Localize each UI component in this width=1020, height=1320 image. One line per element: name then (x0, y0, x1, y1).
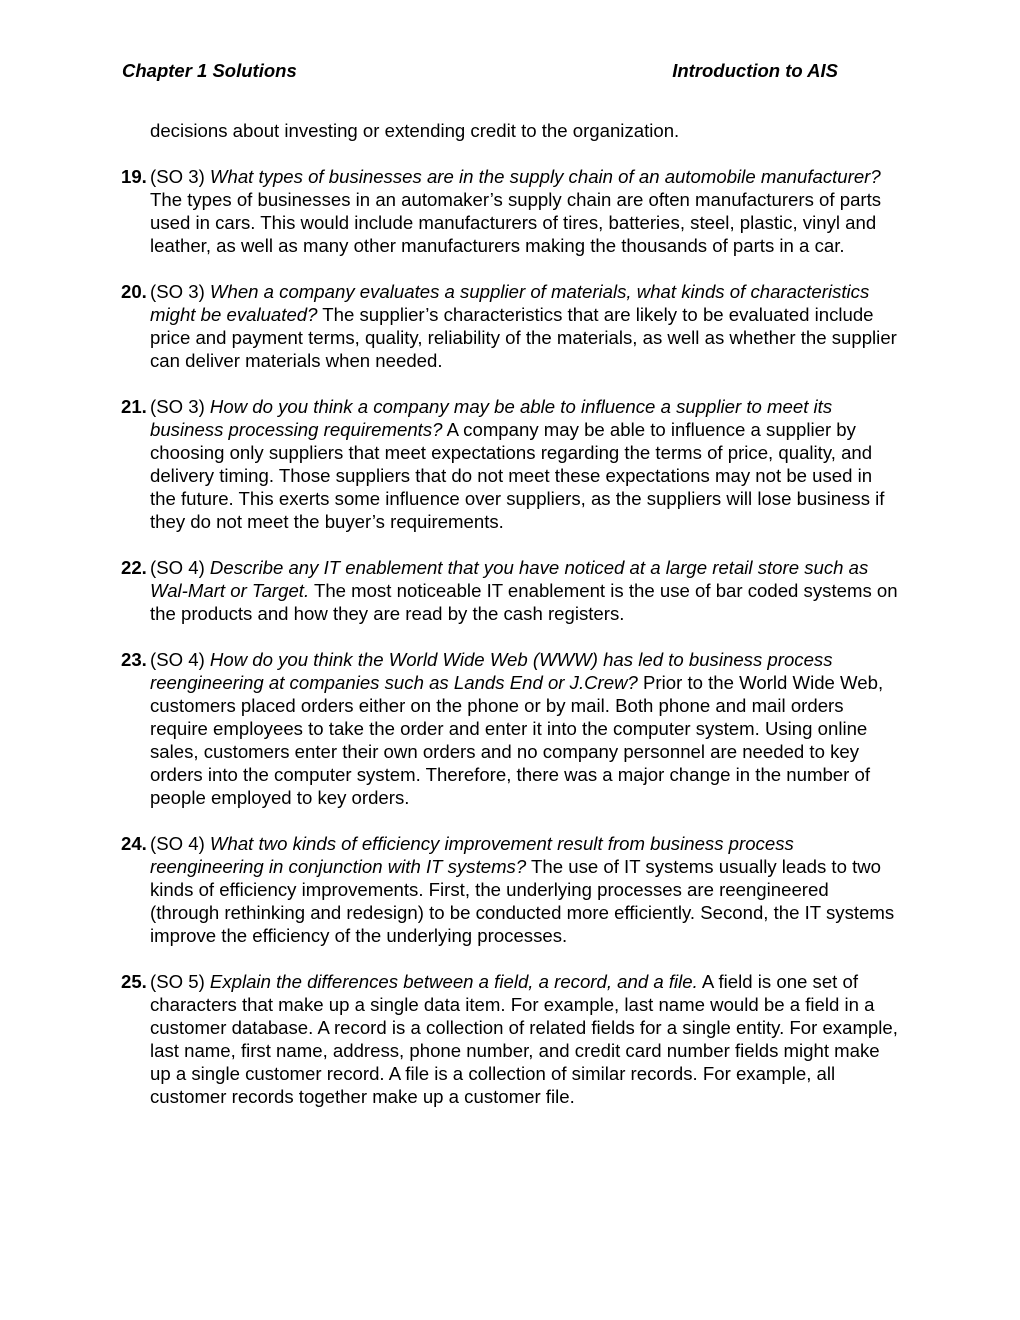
study-objective: (SO 4) (150, 557, 210, 578)
question-text: When a company evaluates a supplier of materials, what kinds of characteristics might be evaluated? (150, 281, 870, 325)
answer-text: A company may be able to influence a supplier by choosing only suppliers that meet expectations regarding the terms of price, quality, and delivery timing. Those suppliers that do not meet these expectations may not be used in the future. This exerts some influence over suppliers, as the suppliers will lose business if they do not meet the buyer’s requirements. (150, 419, 885, 532)
page-header (122, 60, 838, 84)
question-number: 25. (121, 971, 147, 992)
answer-text: The use of IT systems usually leads to two kinds of efficiency improvements. First, the underlying processes are reengineered (through rethinking and redesign) to be conducted more efficiently. Second, the IT systems improve the efficiency of the underlying processes. (150, 856, 895, 946)
answer-text: A field is one set of characters that make up a single data item. For example, last name would be a field in a customer database. A record is a collection of related fields for a single entity. For example, last name, first name, address, phone number, and credit card number fields might make up a single customer record. A file is a collection of similar records. For example, all customer records together make up a customer file. (150, 971, 898, 1107)
question-24 (121, 832, 898, 947)
question-19 (121, 165, 898, 257)
question-text: What two kinds of efficiency improvement result from business process reengineering in conjunction with IT systems? (150, 833, 794, 877)
study-objective: (SO 5) (150, 971, 210, 992)
question-text: How do you think the World Wide Web (WWW) has led to business process reengineering at companies such as Lands End or J.Crew? (150, 649, 833, 693)
question-23 (121, 648, 898, 809)
question-20 (121, 280, 898, 372)
question-number: 20. (121, 281, 147, 302)
study-objective: (SO 3) (150, 396, 210, 417)
question-21 (121, 395, 898, 533)
solutions-body (121, 119, 898, 1131)
answer-text: Prior to the World Wide Web, customers placed orders either on the phone or by mail. Both phone and mail orders require employees to take the order and enter it into the computer system. Using online sales, customers enter their own orders and no company personnel are needed to key orders into the computer system. Therefore, there was a major change in the number of people employed to key orders. (150, 672, 884, 808)
question-number: 23. (121, 649, 147, 670)
continuation-paragraph: decisions about investing or extending credit to the organization. (150, 120, 680, 141)
question-text: Explain the differences between a field, a record, and a file. (209, 971, 698, 992)
question-number: 24. (121, 833, 147, 854)
study-objective: (SO 3) (150, 166, 210, 187)
study-objective: (SO 3) (150, 281, 210, 302)
answer-text: The most noticeable IT enablement is the use of bar coded systems on the products and how they are read by the cash registers. (150, 580, 898, 624)
study-objective: (SO 4) (150, 833, 210, 854)
question-number: 19. (121, 166, 147, 187)
answer-text: The types of businesses in an automaker’s supply chain are often manufacturers of parts used in cars. This would include manufacturers of tires, batteries, steel, plastic, vinyl and leather, as well as many other manufacturers making the thousands of parts in a car. (150, 189, 882, 256)
question-text: How do you think a company may be able to influence a supplier to meet its business processing requirements? (150, 396, 833, 440)
header-book-title: Introduction to AIS (672, 60, 838, 81)
header-chapter-title: Chapter 1 Solutions (122, 60, 297, 81)
question-number: 21. (121, 396, 147, 417)
question-text: What types of businesses are in the supply chain of an automobile manufacturer? (209, 166, 881, 187)
question-text: Describe any IT enablement that you have noticed at a large retail store such as Wal-Mart or Target. (150, 557, 869, 601)
study-objective: (SO 4) (150, 649, 210, 670)
question-number: 22. (121, 557, 147, 578)
question-22 (121, 556, 898, 625)
question-25 (121, 970, 898, 1108)
answer-text: The supplier’s characteristics that are likely to be evaluated include price and payment terms, quality, reliability of the materials, as well as whether the supplier can deliver materials when needed. (150, 304, 897, 371)
